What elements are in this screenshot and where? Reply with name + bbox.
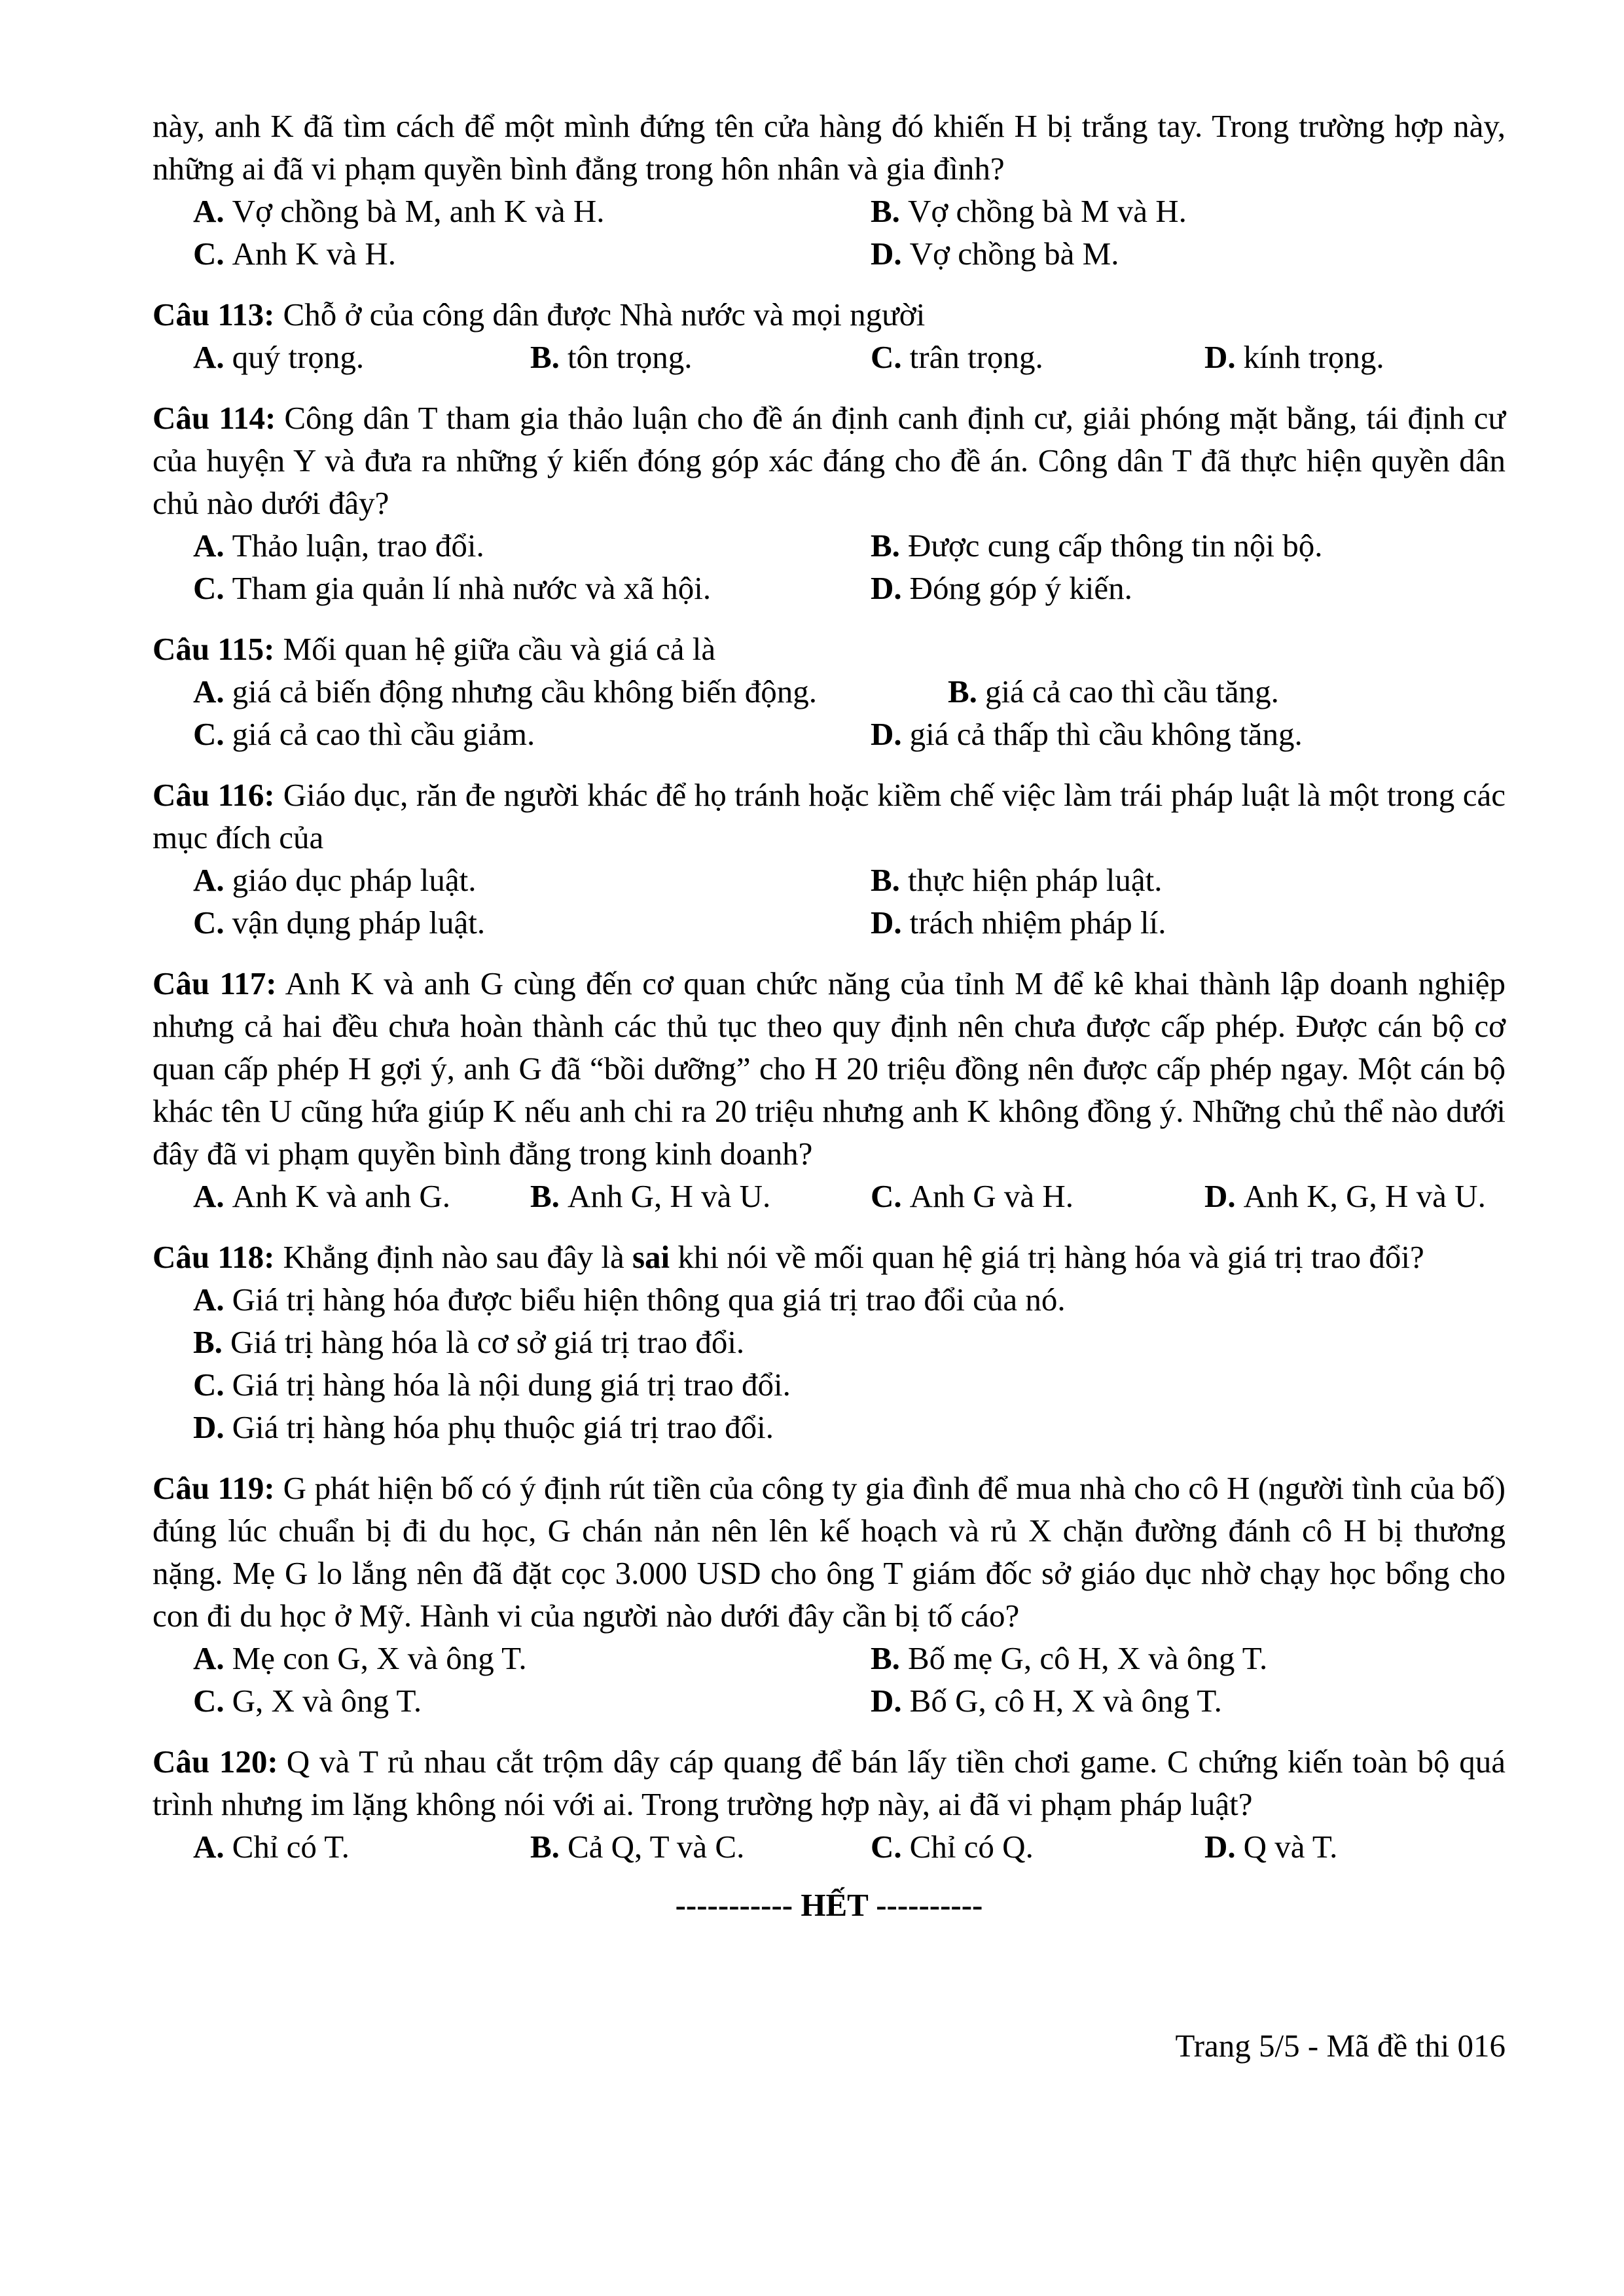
option-text: Tham gia quản lí nhà nước và xã hội. — [232, 570, 712, 606]
option-text: Bố G, cô H, X và ông T. — [909, 1683, 1222, 1719]
option-A — [193, 1825, 350, 1868]
option-letter: C. — [193, 570, 225, 606]
option-text: Giá trị hàng hóa là nội dung giá trị trao đổi. — [232, 1367, 791, 1403]
option-text: giá cả cao thì cầu tăng. — [984, 673, 1279, 709]
question-label: Câu 117: — [153, 965, 277, 1001]
option-letter: C. — [193, 1683, 225, 1719]
option-letter: A. — [193, 193, 225, 229]
end-of-exam-marker: ----------- HẾT ---------- — [675, 1887, 983, 1923]
option-text: Được cung cấp thông tin nội bộ. — [907, 528, 1323, 564]
option-C — [193, 1679, 422, 1722]
option-C — [193, 713, 535, 755]
question-text: Giáo dục, răn đe người khác để họ tránh hoặc kiềm chế việc làm trái pháp luật là một trong các mục đích của — [153, 777, 1506, 855]
question-text: G phát hiện bố có ý định rút tiền của công ty gia đình để mua nhà cho cô H (người tình của bố) đúng lúc chuẩn bị đi du học, G chán nản nên lên kế hoạch và rủ X chặn đường đánh cô H bị thương nặng. Mẹ G lo lắng nên đã đặt cọc 3.000 USD cho ông T giám đốc sở giáo dục nhờ chạy học bổng cho con đi du học ở Mỹ. Hành vi của người nào dưới đây cần bị tố cáo? — [153, 1470, 1506, 1634]
option-text: trân trọng. — [909, 339, 1043, 375]
option-A — [193, 1637, 527, 1679]
option-text: kính trọng. — [1243, 339, 1384, 375]
option-text: Chỉ có Q. — [909, 1829, 1034, 1865]
option-text: Vợ chồng bà M. — [909, 236, 1119, 272]
option-B — [530, 1825, 744, 1868]
q114-options-row-2 — [153, 567, 1506, 609]
q115-options-row-1 — [153, 670, 1506, 713]
option-letter: C. — [871, 1829, 902, 1865]
question-label: Câu 113: — [153, 296, 275, 332]
question-114 — [153, 397, 1506, 524]
option-text: quý trọng. — [232, 339, 365, 375]
option-letter: C. — [193, 236, 225, 272]
option-text: Giá trị hàng hóa được biểu hiện thông qua giá trị trao đổi của nó. — [232, 1282, 1066, 1318]
option-C — [871, 1175, 1074, 1217]
option-A — [193, 190, 605, 232]
q114-options-row-1 — [153, 524, 1506, 567]
option-A — [193, 859, 476, 901]
question-label: Câu 115: — [153, 631, 275, 667]
option-letter: B. — [948, 673, 977, 709]
question-120 — [153, 1740, 1506, 1825]
question-117 — [153, 962, 1506, 1175]
option-text: Vợ chồng bà M, anh K và H. — [232, 193, 605, 229]
option-text: Q và T. — [1243, 1829, 1338, 1865]
question-116 — [153, 774, 1506, 859]
option-text: Giá trị hàng hóa phụ thuộc giá trị trao đổi. — [232, 1409, 774, 1445]
question-text: Q và T rủ nhau cắt trộm dây cáp quang để bán lấy tiền chơi game. C chứng kiến toàn bộ quá trình nhưng im lặng không nói với ai. Trong trường hợp này, ai đã vi phạm pháp luật? — [153, 1744, 1506, 1822]
option-letter: B. — [871, 862, 900, 898]
option-A — [193, 524, 484, 567]
q116-options-row-2 — [153, 901, 1506, 944]
option-letter: B. — [530, 339, 560, 375]
option-letter: C. — [871, 339, 902, 375]
question-label: Câu 116: — [153, 777, 275, 813]
option-text: giá cả biến động nhưng cầu không biến động. — [232, 673, 818, 709]
option-D — [193, 1406, 774, 1448]
option-letter: A. — [193, 673, 225, 709]
option-text: Bố mẹ G, cô H, X và ông T. — [907, 1640, 1268, 1676]
question-text: Công dân T tham gia thảo luận cho đề án định canh định cư, giải phóng mặt bằng, tái định cư của huyện Y và đưa ra những ý kiến đóng góp xác đáng cho đề án. Công dân T đã thực hiện quyền dân chủ nào dưới đây? — [153, 400, 1506, 521]
option-letter: B. — [530, 1178, 560, 1214]
q113-options-row — [153, 336, 1506, 378]
option-letter: B. — [871, 193, 900, 229]
intro-text: này, anh K đã tìm cách để một mình đứng tên cửa hàng đó khiến H bị trắng tay. Trong trường hợp này, những ai đã vi phạm quyền bình đẳng trong hôn nhân và gia đình? — [153, 108, 1506, 187]
question-text: Mối quan hệ giữa cầu và giá cả là — [283, 631, 716, 667]
option-text: Anh G, H và U. — [567, 1178, 771, 1214]
question-text: Chỗ ở của công dân được Nhà nước và mọi người — [283, 296, 926, 332]
question-text-before: Khẳng định nào sau đây là — [283, 1239, 632, 1275]
option-letter: D. — [871, 905, 902, 941]
q117-options-row — [153, 1175, 1506, 1217]
option-text: Cả Q, T và C. — [567, 1829, 745, 1865]
option-text: Mẹ con G, X và ông T. — [232, 1640, 527, 1676]
option-letter: D. — [871, 716, 902, 752]
option-letter: B. — [871, 528, 900, 564]
option-text: tôn trọng. — [567, 339, 693, 375]
option-letter: A. — [193, 1640, 225, 1676]
option-text: thực hiện pháp luật. — [907, 862, 1163, 898]
option-D — [871, 713, 1303, 755]
question-label: Câu 120: — [153, 1744, 278, 1780]
question-text: Anh K và anh G cùng đến cơ quan chức năng của tỉnh M để kê khai thành lập doanh nghiệp nhưng cả hai đều chưa hoàn thành các thủ tục theo quy định nên chưa được cấp phép. Được cán bộ cơ quan cấp phép H gợi ý, anh G đã “bồi dưỡng” cho H 20 triệu đồng nên được cấp phép ngay. Một cán bộ khác tên U cũng hứa giúp K nếu anh chi ra 20 triệu nhưng anh K không đồng ý. Những chủ thể nào dưới đây đã vi phạm quyền bình đẳng trong kinh doanh? — [153, 965, 1506, 1172]
option-D — [871, 232, 1119, 275]
option-C — [871, 1825, 1034, 1868]
option-letter: D. — [871, 570, 902, 606]
option-letter: D. — [1204, 1829, 1236, 1865]
intro-options-row-1 — [153, 190, 1506, 232]
option-letter: C. — [193, 1367, 225, 1403]
intro-options-row-2 — [153, 232, 1506, 275]
option-text: Giá trị hàng hóa là cơ sở giá trị trao đổi. — [230, 1324, 745, 1360]
option-letter: A. — [193, 862, 225, 898]
option-C — [193, 1363, 791, 1406]
intro-paragraph — [153, 105, 1506, 190]
question-113 — [153, 293, 1506, 336]
option-text: Anh K và anh G. — [232, 1178, 451, 1214]
option-text: Anh K, G, H và U. — [1243, 1178, 1486, 1214]
option-text: Thảo luận, trao đổi. — [232, 528, 484, 564]
option-letter: B. — [193, 1324, 223, 1360]
question-text-after: khi nói về mối quan hệ giá trị hàng hóa và giá trị trao đổi? — [670, 1239, 1424, 1275]
option-letter: C. — [193, 905, 225, 941]
option-text: giá cả thấp thì cầu không tăng. — [909, 716, 1303, 752]
option-text: Chỉ có T. — [232, 1829, 350, 1865]
option-text: G, X và ông T. — [232, 1683, 422, 1719]
option-text: trách nhiệm pháp lí. — [909, 905, 1166, 941]
option-B — [948, 670, 1279, 713]
option-C — [193, 232, 396, 275]
option-letter: A. — [193, 1178, 225, 1214]
option-text: Đóng góp ý kiến. — [909, 570, 1132, 606]
option-letter: B. — [530, 1829, 560, 1865]
option-letter: A. — [193, 339, 225, 375]
option-text: Anh K và H. — [232, 236, 397, 272]
q115-options-row-2 — [153, 713, 1506, 755]
question-119 — [153, 1467, 1506, 1637]
option-letter: D. — [193, 1409, 225, 1445]
page-footer: Trang 5/5 - Mã đề thi 016 — [1175, 2028, 1506, 2064]
option-letter: A. — [193, 1829, 225, 1865]
option-letter: D. — [1204, 339, 1236, 375]
question-115 — [153, 628, 1506, 670]
option-A — [193, 1278, 1066, 1321]
option-letter: A. — [193, 528, 225, 564]
option-B — [193, 1321, 744, 1363]
option-A — [193, 336, 364, 378]
option-A — [193, 670, 817, 713]
q119-options-row-2 — [153, 1679, 1506, 1722]
option-A — [193, 1175, 450, 1217]
option-D — [871, 901, 1166, 944]
q116-options-row-1 — [153, 859, 1506, 901]
q118-options-row-2 — [153, 1321, 1506, 1363]
option-C — [871, 336, 1043, 378]
option-letter: A. — [193, 1282, 225, 1318]
option-letter: D. — [1204, 1178, 1236, 1214]
option-D — [1204, 336, 1384, 378]
option-text: giáo dục pháp luật. — [232, 862, 477, 898]
option-text: giá cả cao thì cầu giảm. — [232, 716, 535, 752]
option-C — [193, 567, 711, 609]
option-D — [1204, 1825, 1337, 1868]
option-D — [1204, 1175, 1486, 1217]
option-B — [530, 336, 692, 378]
option-C — [193, 901, 485, 944]
option-B — [530, 1175, 770, 1217]
option-letter: C. — [193, 716, 225, 752]
option-text: Anh G và H. — [909, 1178, 1074, 1214]
question-118 — [153, 1236, 1506, 1278]
question-label: Câu 118: — [153, 1239, 275, 1275]
question-keyword: sai — [632, 1239, 670, 1275]
question-label: Câu 114: — [153, 400, 276, 436]
q120-options-row — [153, 1825, 1506, 1868]
option-B — [871, 524, 1323, 567]
q118-options-row-4 — [153, 1406, 1506, 1448]
option-letter: D. — [871, 1683, 902, 1719]
option-letter: D. — [871, 236, 902, 272]
question-label: Câu 119: — [153, 1470, 275, 1506]
option-B — [871, 859, 1162, 901]
option-letter: C. — [871, 1178, 902, 1214]
q118-options-row-3 — [153, 1363, 1506, 1406]
option-D — [871, 567, 1132, 609]
q118-options-row-1 — [153, 1278, 1506, 1321]
q119-options-row-1 — [153, 1637, 1506, 1679]
option-D — [871, 1679, 1222, 1722]
option-text: Vợ chồng bà M và H. — [907, 193, 1187, 229]
option-letter: B. — [871, 1640, 900, 1676]
option-B — [871, 1637, 1267, 1679]
option-text: vận dụng pháp luật. — [232, 905, 486, 941]
option-B — [871, 190, 1187, 232]
